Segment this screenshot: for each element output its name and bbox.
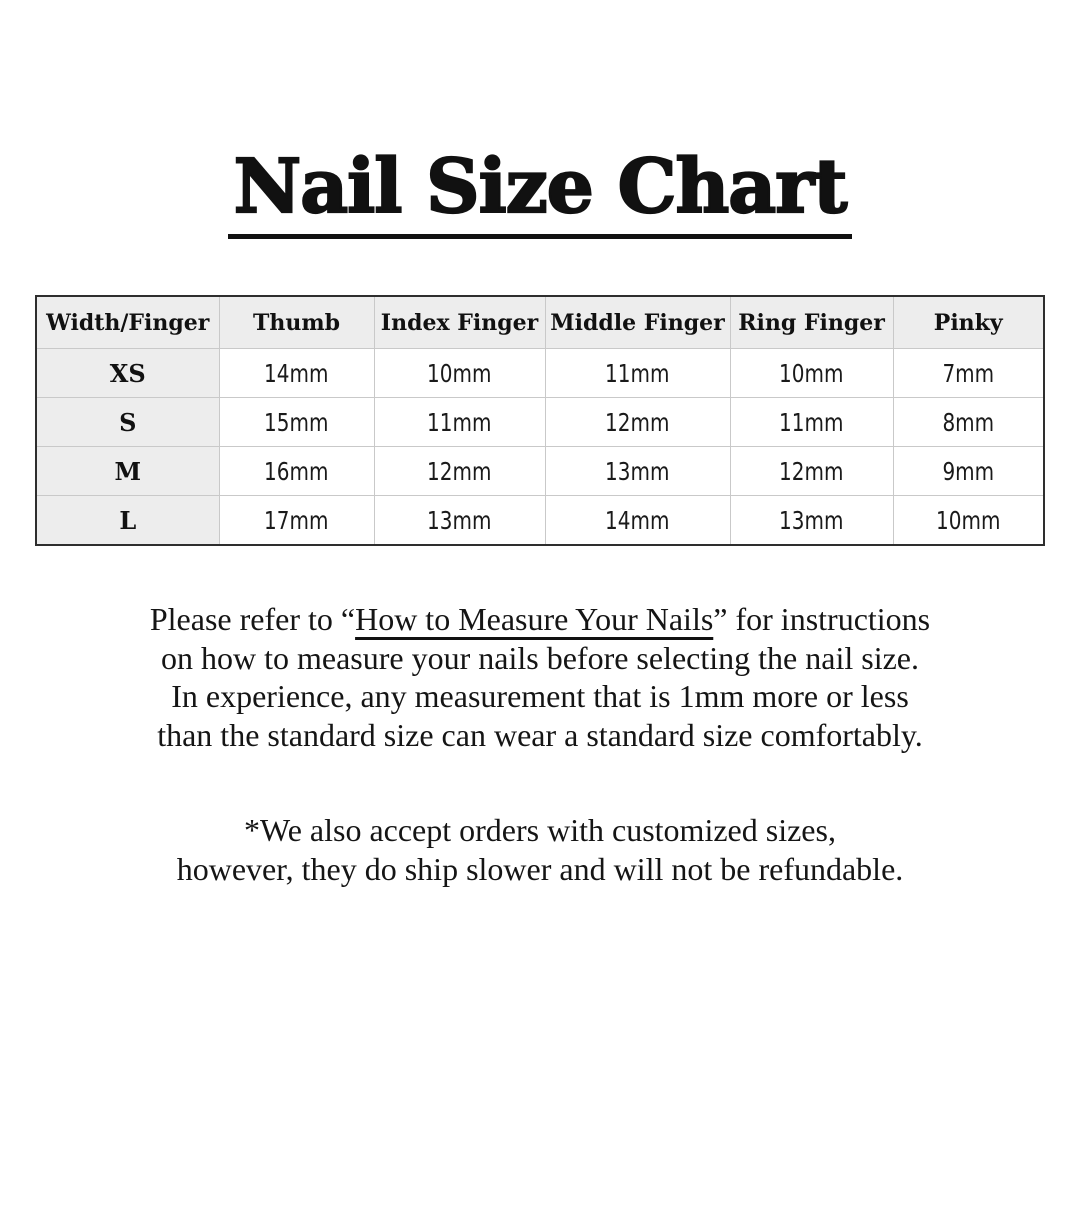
size-cell: 10mm [374,349,545,398]
size-cell: 7mm [893,349,1044,398]
size-cell: 14mm [545,496,730,546]
size-cell: 17mm [219,496,374,546]
measure-note-line1: Please refer to “How to Measure Your Nails” for instructions [149,601,931,637]
size-cell: 12mm [374,447,545,496]
measure-instructions-note [0,600,1080,754]
custom-orders-note [0,811,1080,888]
size-cell: 10mm [730,349,893,398]
measure-note-line2: on how to measure your nails before selecting the nail size. [161,639,919,676]
measure-note-line3: In experience, any measurement that is 1mm more or less [171,678,909,715]
table-row-s [36,398,1044,447]
row-label: S [36,398,219,447]
row-label: M [36,447,219,496]
size-cell: 12mm [730,447,893,496]
size-cell: 14mm [219,349,374,398]
table-row-l [36,496,1044,546]
column-header-index-finger: Index Finger [374,296,545,349]
table-row-xs [36,349,1044,398]
title-section [0,144,1080,239]
custom-orders-line2: however, they do ship slower and will not be refundable. [176,850,904,887]
table-row-m [36,447,1044,496]
page-title: Nail Size Chart [228,150,853,239]
size-cell: 13mm [545,447,730,496]
size-cell: 15mm [219,398,374,447]
size-cell: 12mm [545,398,730,447]
size-cell: 13mm [374,496,545,546]
column-header-pinky: Pinky [893,296,1044,349]
column-header-width-finger: Width/Finger [36,296,219,349]
size-cell: 9mm [893,447,1044,496]
size-cell: 10mm [893,496,1044,546]
custom-orders-line1: *We also accept orders with customized sizes, [244,812,836,849]
size-cell: 8mm [893,398,1044,447]
size-cell: 11mm [730,398,893,447]
size-cell: 11mm [545,349,730,398]
size-cell: 16mm [219,447,374,496]
row-label: XS [36,349,219,398]
size-cell: 11mm [374,398,545,447]
size-cell: 13mm [730,496,893,546]
column-header-middle-finger: Middle Finger [545,296,730,349]
how-to-measure-reference: How to Measure Your Nails [355,601,714,637]
column-header-thumb: Thumb [219,296,374,349]
row-label: L [36,496,219,546]
table-header-row [36,296,1044,349]
column-header-ring-finger: Ring Finger [730,296,893,349]
measure-note-line4: than the standard size can wear a standard size comfortably. [157,716,923,753]
nail-size-table [35,295,1045,546]
